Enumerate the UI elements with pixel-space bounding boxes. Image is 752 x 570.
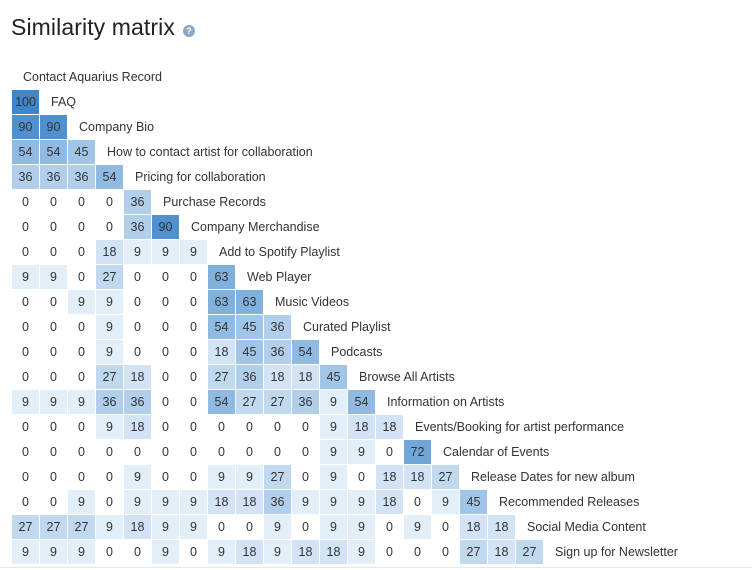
- row-label: Curated Playlist: [303, 320, 391, 334]
- matrix-cell: 0: [68, 190, 96, 215]
- matrix-cell: 0: [152, 265, 180, 290]
- matrix-cell: 0: [96, 215, 124, 240]
- matrix-cell: 0: [96, 465, 124, 490]
- matrix-cell: 0: [96, 490, 124, 515]
- matrix-cell: 54: [12, 140, 40, 165]
- matrix-cell: 36: [124, 215, 152, 240]
- matrix-cell: 9: [264, 540, 292, 565]
- matrix-cell: 9: [96, 290, 124, 315]
- matrix-cell: 0: [236, 440, 264, 465]
- matrix-cell: 18: [460, 515, 488, 540]
- matrix-cell: 36: [292, 390, 320, 415]
- matrix-cell: 0: [124, 265, 152, 290]
- matrix-cell: 9: [40, 390, 68, 415]
- matrix-cell: 18: [292, 540, 320, 565]
- matrix-cell: 0: [152, 415, 180, 440]
- matrix-cell: 0: [68, 315, 96, 340]
- matrix-cell: 0: [124, 315, 152, 340]
- matrix-cell: 0: [292, 515, 320, 540]
- row-label: Purchase Records: [163, 195, 266, 209]
- matrix-cell: 0: [68, 240, 96, 265]
- bottom-divider: [0, 567, 752, 568]
- matrix-cell: 9: [404, 515, 432, 540]
- matrix-cell: 9: [432, 490, 460, 515]
- matrix-cell: 9: [208, 540, 236, 565]
- matrix-cell: 0: [96, 190, 124, 215]
- matrix-cell: 9: [12, 265, 40, 290]
- row-label: Information on Artists: [387, 395, 505, 409]
- matrix-cell: 9: [180, 490, 208, 515]
- matrix-cell: 0: [152, 390, 180, 415]
- matrix-cell: 90: [40, 115, 68, 140]
- matrix-cell: 0: [68, 440, 96, 465]
- matrix-cell: 0: [180, 440, 208, 465]
- matrix-cell: 0: [40, 340, 68, 365]
- matrix-cell: 27: [96, 265, 124, 290]
- matrix-cell: 0: [292, 415, 320, 440]
- matrix-cell: 9: [348, 515, 376, 540]
- matrix-cell: 54: [96, 165, 124, 190]
- matrix-cell: 0: [12, 340, 40, 365]
- matrix-cell: 0: [96, 540, 124, 565]
- matrix-cell: 18: [124, 515, 152, 540]
- matrix-cell: 0: [152, 440, 180, 465]
- matrix-cell: 0: [152, 340, 180, 365]
- matrix-cell: 72: [404, 440, 432, 465]
- row-label: Contact Aquarius Record: [23, 70, 162, 84]
- row-label: Web Player: [247, 270, 312, 284]
- matrix-cell: 63: [236, 290, 264, 315]
- matrix-cell: 18: [236, 490, 264, 515]
- matrix-cell: 0: [12, 415, 40, 440]
- matrix-cell: 54: [292, 340, 320, 365]
- matrix-cell: 18: [124, 415, 152, 440]
- matrix-cell: 18: [264, 365, 292, 390]
- matrix-cell: 9: [40, 265, 68, 290]
- matrix-cell: 0: [40, 415, 68, 440]
- matrix-cell: 0: [208, 515, 236, 540]
- matrix-cell: 9: [152, 240, 180, 265]
- matrix-cell: 9: [96, 340, 124, 365]
- matrix-cell: 0: [124, 340, 152, 365]
- matrix-cell: 18: [404, 465, 432, 490]
- matrix-cell: 9: [320, 440, 348, 465]
- matrix-cell: 18: [320, 540, 348, 565]
- matrix-cell: 36: [264, 490, 292, 515]
- matrix-cell: 63: [208, 290, 236, 315]
- matrix-cell: 0: [432, 540, 460, 565]
- matrix-cell: 18: [488, 515, 516, 540]
- row-label: How to contact artist for collaboration: [107, 145, 313, 159]
- matrix-cell: 0: [404, 490, 432, 515]
- matrix-cell: 27: [40, 515, 68, 540]
- matrix-cell: 18: [236, 540, 264, 565]
- matrix-cell: 0: [348, 465, 376, 490]
- row-label: Add to Spotify Playlist: [219, 245, 340, 259]
- matrix-cell: 18: [124, 365, 152, 390]
- row-label: Company Merchandise: [191, 220, 320, 234]
- matrix-cell: 18: [208, 340, 236, 365]
- matrix-cell: 45: [236, 340, 264, 365]
- matrix-cell: 45: [460, 490, 488, 515]
- matrix-cell: 0: [12, 490, 40, 515]
- matrix-cell: 18: [208, 490, 236, 515]
- matrix-cell: 0: [376, 440, 404, 465]
- matrix-cell: 18: [376, 465, 404, 490]
- matrix-cell: 0: [404, 540, 432, 565]
- matrix-cell: 0: [180, 465, 208, 490]
- matrix-cell: 27: [236, 390, 264, 415]
- matrix-cell: 0: [12, 215, 40, 240]
- row-label: FAQ: [51, 95, 77, 109]
- matrix-cell: 0: [376, 515, 404, 540]
- matrix-cell: 9: [124, 465, 152, 490]
- matrix-cell: 0: [12, 315, 40, 340]
- matrix-cell: 0: [208, 440, 236, 465]
- matrix-cell: 9: [96, 515, 124, 540]
- matrix-cell: 0: [68, 215, 96, 240]
- matrix-cell: 36: [124, 390, 152, 415]
- matrix-cell: 9: [152, 490, 180, 515]
- matrix-cell: 90: [12, 115, 40, 140]
- matrix-cell: 0: [68, 365, 96, 390]
- matrix-cell: 0: [68, 265, 96, 290]
- matrix-cell: 9: [124, 240, 152, 265]
- matrix-cell: 36: [236, 365, 264, 390]
- help-icon[interactable]: ?: [183, 25, 195, 37]
- matrix-cell: 0: [124, 290, 152, 315]
- matrix-cell: 100: [12, 90, 40, 115]
- matrix-cell: 9: [208, 465, 236, 490]
- row-label: Events/Booking for artist performance: [415, 420, 625, 434]
- matrix-cell: 0: [432, 515, 460, 540]
- matrix-cell: 0: [12, 365, 40, 390]
- matrix-cell: 36: [96, 390, 124, 415]
- matrix-cell: 27: [460, 540, 488, 565]
- matrix-cell: 9: [320, 415, 348, 440]
- matrix-cell: 0: [124, 440, 152, 465]
- matrix-cell: 0: [180, 390, 208, 415]
- matrix-cell: 0: [152, 315, 180, 340]
- row-label: Browse All Artists: [359, 370, 455, 384]
- matrix-cell: 0: [124, 540, 152, 565]
- matrix-cell: 0: [68, 340, 96, 365]
- matrix-cell: 54: [208, 315, 236, 340]
- row-label: Release Dates for new album: [471, 470, 635, 484]
- row-label: Podcasts: [331, 345, 383, 359]
- matrix-cell: 0: [152, 465, 180, 490]
- matrix-cell: 9: [348, 490, 376, 515]
- matrix-cell: 36: [124, 190, 152, 215]
- matrix-cell: 9: [348, 440, 376, 465]
- matrix-cell: 0: [208, 415, 236, 440]
- row-label: Music Videos: [275, 295, 350, 309]
- matrix-cell: 0: [40, 490, 68, 515]
- page-title: Similarity matrix: [11, 14, 175, 40]
- matrix-cell: 9: [124, 490, 152, 515]
- matrix-cell: 9: [12, 390, 40, 415]
- matrix-cell: 18: [488, 540, 516, 565]
- matrix-cell: 0: [40, 465, 68, 490]
- matrix-cell: 54: [40, 140, 68, 165]
- matrix-cell: 9: [320, 490, 348, 515]
- matrix-cell: 27: [68, 515, 96, 540]
- matrix-cell: 0: [40, 315, 68, 340]
- matrix-cell: 0: [40, 440, 68, 465]
- matrix-cell: 36: [264, 340, 292, 365]
- matrix-cell: 0: [264, 440, 292, 465]
- matrix-cell: 18: [348, 415, 376, 440]
- matrix-cell: 0: [40, 290, 68, 315]
- matrix-cell: 54: [208, 390, 236, 415]
- matrix-cell: 9: [68, 390, 96, 415]
- matrix-cell: 36: [12, 165, 40, 190]
- matrix-cell: 18: [292, 365, 320, 390]
- matrix-cell: 9: [180, 515, 208, 540]
- matrix-cell: 0: [180, 415, 208, 440]
- matrix-cell: 0: [12, 190, 40, 215]
- matrix-cell: 27: [208, 365, 236, 390]
- matrix-cell: 36: [68, 165, 96, 190]
- matrix-cell: 63: [208, 265, 236, 290]
- matrix-cell: 45: [236, 315, 264, 340]
- matrix-cell: 0: [68, 415, 96, 440]
- row-label: Pricing for collaboration: [135, 170, 266, 184]
- matrix-cell: 9: [292, 490, 320, 515]
- matrix-cell: 0: [12, 440, 40, 465]
- matrix-cell: 0: [12, 240, 40, 265]
- matrix-cell: 18: [376, 415, 404, 440]
- matrix-cell: 0: [40, 215, 68, 240]
- matrix-cell: 27: [96, 365, 124, 390]
- row-label: Social Media Content: [527, 520, 646, 534]
- matrix-cell: 9: [180, 240, 208, 265]
- matrix-cell: 54: [348, 390, 376, 415]
- matrix-cell: 9: [264, 515, 292, 540]
- matrix-cell: 9: [68, 490, 96, 515]
- matrix-cell: 0: [180, 340, 208, 365]
- matrix-cell: 27: [264, 465, 292, 490]
- matrix-cell: 9: [96, 315, 124, 340]
- matrix-cell: 9: [348, 540, 376, 565]
- matrix-cell: 0: [96, 440, 124, 465]
- matrix-cell: 0: [180, 265, 208, 290]
- row-label: Recommended Releases: [499, 495, 640, 509]
- matrix-cell: 0: [40, 240, 68, 265]
- matrix-cell: 27: [516, 540, 544, 565]
- matrix-cell: 0: [292, 440, 320, 465]
- matrix-cell: 0: [180, 540, 208, 565]
- matrix-cell: 0: [292, 465, 320, 490]
- matrix-cell: 9: [236, 465, 264, 490]
- matrix-cell: 9: [68, 290, 96, 315]
- matrix-cell: 9: [320, 465, 348, 490]
- matrix-cell: 0: [12, 465, 40, 490]
- matrix-cell: 0: [68, 465, 96, 490]
- matrix-cell: 0: [152, 290, 180, 315]
- matrix-cell: 9: [12, 540, 40, 565]
- matrix-cell: 9: [40, 540, 68, 565]
- matrix-cell: 9: [152, 540, 180, 565]
- matrix-cell: 36: [264, 315, 292, 340]
- matrix-cell: 36: [40, 165, 68, 190]
- matrix-cell: 0: [264, 415, 292, 440]
- matrix-cell: 0: [12, 290, 40, 315]
- row-label: Company Bio: [79, 120, 155, 134]
- matrix-cell: 18: [96, 240, 124, 265]
- matrix-cell: 27: [12, 515, 40, 540]
- matrix-cell: 90: [152, 215, 180, 240]
- matrix-cell: 0: [180, 290, 208, 315]
- matrix-cell: 9: [96, 415, 124, 440]
- matrix-cell: 9: [320, 515, 348, 540]
- matrix-cell: 27: [432, 465, 460, 490]
- matrix-cell: 0: [236, 515, 264, 540]
- matrix-cell: 0: [180, 315, 208, 340]
- matrix-cell: 0: [40, 190, 68, 215]
- matrix-cell: 45: [68, 140, 96, 165]
- row-label: Calendar of Events: [443, 445, 550, 459]
- matrix-cell: 0: [236, 415, 264, 440]
- row-label: Sign up for Newsletter: [555, 545, 678, 559]
- matrix-cell: 0: [376, 540, 404, 565]
- matrix-cell: 0: [152, 365, 180, 390]
- matrix-cell: 0: [40, 365, 68, 390]
- matrix-cell: 9: [68, 540, 96, 565]
- matrix-cell: 18: [376, 490, 404, 515]
- matrix-cell: 9: [152, 515, 180, 540]
- matrix-cell: 0: [180, 365, 208, 390]
- matrix-cell: 27: [264, 390, 292, 415]
- matrix-cell: 45: [320, 365, 348, 390]
- matrix-cell: 9: [320, 390, 348, 415]
